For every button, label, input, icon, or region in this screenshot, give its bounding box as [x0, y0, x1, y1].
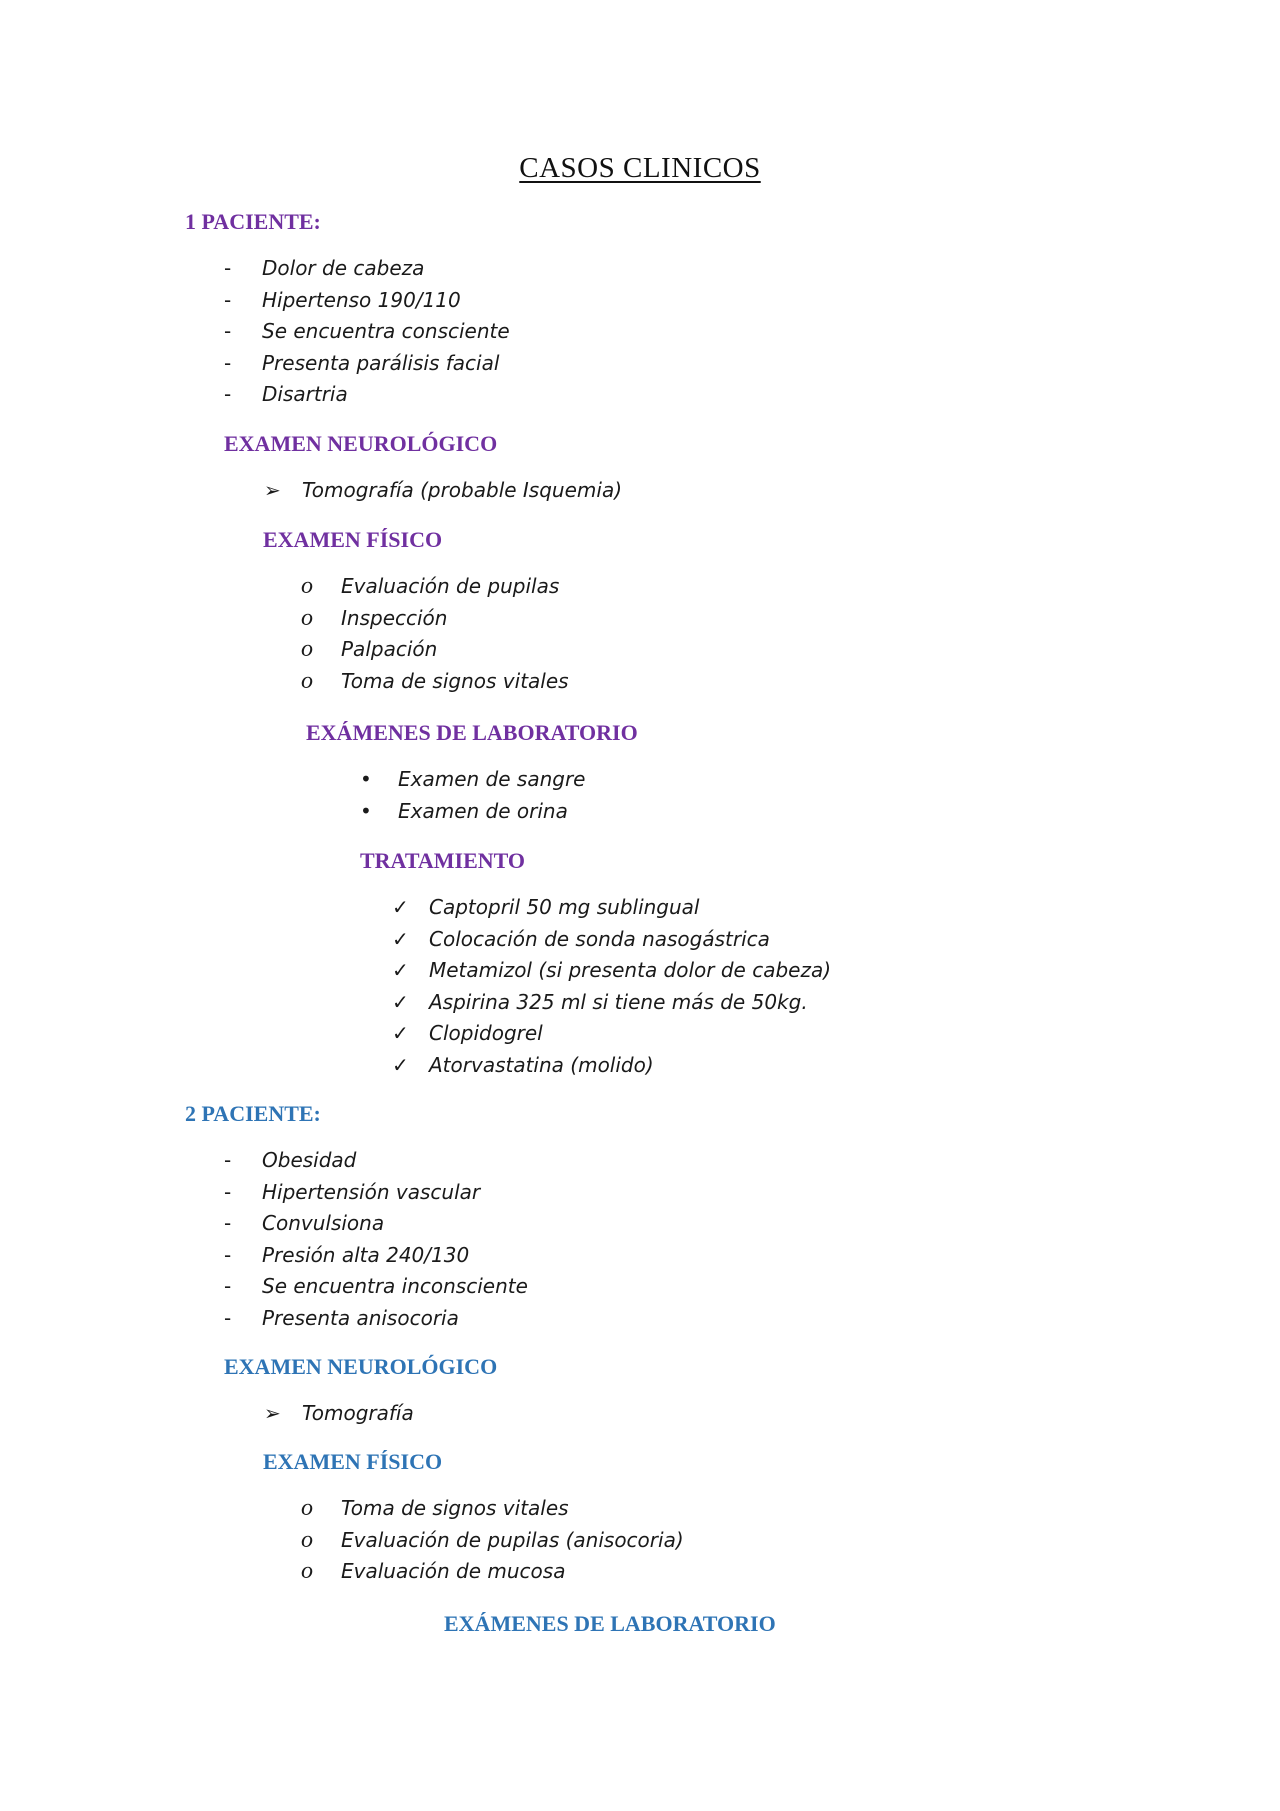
- list-item: [264, 1398, 414, 1430]
- dash-marker: -: [224, 1274, 232, 1298]
- list-item: [224, 1208, 528, 1240]
- list-item: [301, 1556, 684, 1588]
- check-icon: ✓: [392, 1021, 409, 1045]
- list-item-text: Clopidogrel: [429, 1021, 543, 1045]
- patient1-neuro-heading: EXAMEN NEUROLÓGICO: [224, 431, 498, 456]
- circle-marker: o: [301, 604, 313, 631]
- list-item-text: Hipertensión vascular: [262, 1179, 481, 1204]
- patient1-physical-heading: EXAMEN FÍSICO: [263, 527, 443, 552]
- circle-marker: o: [301, 573, 313, 599]
- list-item: [224, 285, 510, 317]
- list-item: [392, 892, 831, 924]
- dash-marker: -: [224, 1179, 232, 1204]
- dash-marker: -: [224, 350, 232, 375]
- list-item: [224, 1145, 528, 1177]
- dash-marker: -: [224, 1242, 232, 1267]
- arrow-marker-icon: ➢: [264, 1401, 281, 1425]
- list-item: [392, 924, 831, 956]
- bullet-marker: •: [360, 798, 372, 823]
- list-item: [224, 1240, 528, 1272]
- patient2-lab-heading: EXÁMENES DE LABORATORIO: [444, 1611, 776, 1636]
- list-item-text: Captopril 50 mg sublingual: [429, 895, 700, 919]
- dash-marker: -: [224, 287, 232, 312]
- list-item-text: Aspirina 325 ml si tiene más de 50kg.: [429, 989, 808, 1014]
- circle-marker: o: [301, 667, 313, 694]
- list-item: [264, 475, 622, 507]
- patient1-lab-list: [360, 764, 585, 827]
- dash-marker: -: [224, 382, 232, 406]
- check-icon: ✓: [392, 958, 409, 982]
- list-item: [301, 666, 569, 698]
- patient1-lab-heading: EXÁMENES DE LABORATORIO: [306, 720, 638, 745]
- list-item: [301, 1525, 684, 1557]
- patient1-neuro-list: [264, 475, 622, 507]
- list-item: [392, 955, 831, 987]
- circle-marker: o: [301, 1495, 313, 1521]
- list-item-text: Examen de sangre: [398, 767, 586, 791]
- patient2-heading: 2 PACIENTE:: [185, 1101, 321, 1126]
- list-item-text: Disartria: [262, 382, 348, 406]
- list-item: [301, 1493, 684, 1525]
- list-item-text: Evaluación de pupilas: [341, 574, 560, 598]
- list-item-text: Evaluación de mucosa: [341, 1559, 566, 1583]
- list-item-text: Evaluación de pupilas (anisocoria): [341, 1527, 684, 1552]
- patient2-symptoms-list: [224, 1145, 528, 1334]
- list-item-text: Examen de orina: [398, 798, 568, 823]
- list-item: [224, 316, 510, 348]
- patient1-symptoms-list: [224, 253, 510, 411]
- check-icon: ✓: [392, 1052, 409, 1077]
- patient1-physical-list: [301, 571, 569, 697]
- list-item: [392, 1018, 831, 1050]
- dash-marker: -: [224, 256, 232, 280]
- list-item: [301, 634, 569, 666]
- patient2-neuro-list: [264, 1398, 414, 1430]
- document-title: CASOS CLINICOS: [519, 152, 761, 184]
- patient1-treatment-list: [392, 892, 831, 1081]
- patient1-heading: 1 PACIENTE:: [185, 209, 321, 234]
- patient2-physical-heading: EXAMEN FÍSICO: [263, 1449, 443, 1474]
- circle-marker: o: [301, 1526, 313, 1553]
- check-icon: ✓: [392, 989, 409, 1014]
- list-item: [224, 348, 510, 380]
- list-item-text: Presenta parálisis facial: [262, 350, 500, 375]
- list-item-text: Toma de signos vitales: [341, 1496, 569, 1520]
- list-item: [224, 253, 510, 285]
- dash-marker: -: [224, 1148, 232, 1172]
- list-item-text: Se encuentra inconsciente: [262, 1274, 528, 1298]
- dash-marker: -: [224, 319, 232, 343]
- list-item: [360, 764, 585, 796]
- list-item: [301, 603, 569, 635]
- list-item-text: Inspección: [341, 605, 448, 630]
- list-item: [392, 987, 831, 1019]
- list-item-text: Convulsiona: [262, 1211, 385, 1235]
- list-item: [224, 379, 510, 411]
- list-item-text: Palpación: [341, 637, 438, 661]
- list-item-text: Atorvastatina (molido): [429, 1052, 654, 1077]
- list-item-text: Tomografía: [302, 1401, 414, 1425]
- check-icon: ✓: [392, 895, 409, 919]
- dash-marker: -: [224, 1305, 232, 1330]
- check-icon: ✓: [392, 926, 409, 951]
- patient2-physical-list: [301, 1493, 684, 1588]
- list-item-text: Toma de signos vitales: [341, 668, 569, 693]
- list-item: [392, 1050, 831, 1082]
- list-item: [301, 571, 569, 603]
- circle-marker: o: [301, 636, 313, 662]
- list-item-text: Tomografía (probable Isquemia): [302, 478, 622, 502]
- dash-marker: -: [224, 1211, 232, 1235]
- circle-marker: o: [301, 1558, 313, 1584]
- list-item: [224, 1177, 528, 1209]
- list-item-text: Colocación de sonda nasogástrica: [429, 926, 770, 951]
- list-item-text: Hipertenso 190/110: [262, 287, 461, 312]
- patient2-neuro-heading: EXAMEN NEUROLÓGICO: [224, 1354, 498, 1379]
- list-item: [224, 1303, 528, 1335]
- list-item: [360, 796, 585, 828]
- bullet-marker: •: [360, 767, 372, 791]
- list-item-text: Metamizol (si presenta dolor de cabeza): [429, 958, 832, 982]
- arrow-marker-icon: ➢: [264, 478, 281, 502]
- list-item-text: Presión alta 240/130: [262, 1242, 470, 1267]
- patient1-treatment-heading: TRATAMIENTO: [360, 848, 526, 873]
- list-item-text: Obesidad: [262, 1148, 357, 1172]
- list-item: [224, 1271, 528, 1303]
- list-item-text: Presenta anisocoria: [262, 1305, 459, 1330]
- list-item-text: Dolor de cabeza: [262, 256, 425, 280]
- list-item-text: Se encuentra consciente: [262, 319, 510, 343]
